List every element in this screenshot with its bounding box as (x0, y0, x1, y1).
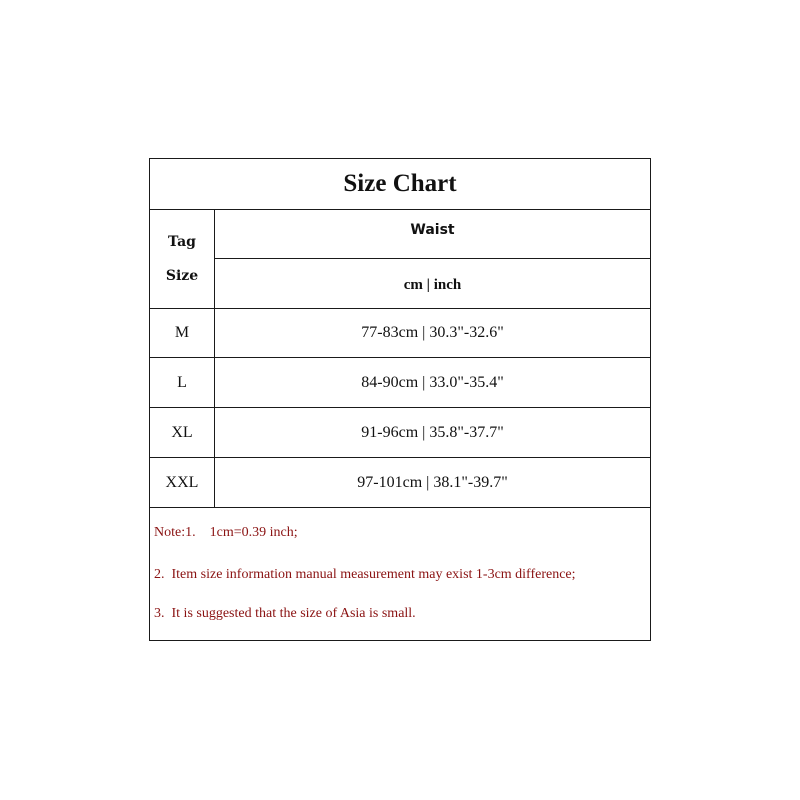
table-row (150, 408, 650, 458)
size-rows (150, 309, 650, 508)
tag-label: Tag (168, 234, 196, 250)
size-cell: XXL (150, 458, 215, 507)
size-chart-table (149, 158, 651, 641)
table-header (150, 210, 650, 309)
tag-size-header (150, 210, 215, 309)
waist-cell: 97-101cm | 38.1"-39.7" (357, 473, 508, 491)
note-2: 2. Item size information manual measurement may exist 1-3cm difference; (154, 567, 576, 582)
note-1: Note:1. 1cm=0.39 inch; (154, 525, 298, 540)
notes-section (150, 507, 650, 640)
chart-title: Size Chart (150, 159, 650, 210)
table-row (150, 458, 650, 508)
table-row (150, 309, 650, 358)
size-cell: XL (150, 408, 215, 457)
waist-cell: 91-96cm | 35.8"-37.7" (361, 423, 504, 441)
waist-cell: 84-90cm | 33.0"-35.4" (361, 373, 504, 391)
table-row (150, 358, 650, 408)
waist-cell: 77-83cm | 30.3"-32.6" (361, 324, 504, 341)
units-header: cm | inch (215, 259, 650, 309)
size-cell: L (150, 358, 215, 407)
note-3: 3. It is suggested that the size of Asia is small. (154, 606, 416, 621)
size-label: Size (165, 268, 199, 284)
size-cell: M (150, 309, 215, 357)
waist-header: Waist (215, 210, 650, 259)
